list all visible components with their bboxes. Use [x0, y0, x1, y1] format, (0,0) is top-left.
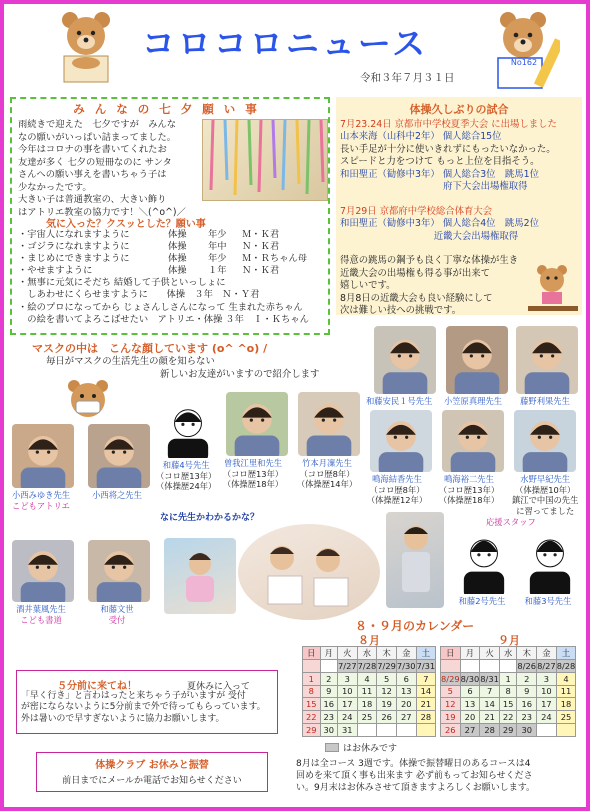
weekday-header: 日: [441, 647, 461, 660]
calendar-day: 23: [320, 711, 338, 724]
sep-label: ９月: [498, 634, 520, 647]
calendar-day: 1: [303, 672, 321, 685]
calendar-day: 29: [303, 723, 321, 736]
teacher-note: こどもアトリエ: [12, 500, 70, 511]
calendar-day: 19: [441, 711, 461, 724]
calendar-day: 3: [338, 672, 358, 685]
teacher-note: （コロ歴8年）: [369, 484, 425, 495]
calendar-day: 12: [377, 685, 397, 698]
late-heading: ５分前に来てね！: [57, 681, 137, 692]
wish-class: 体操: [168, 229, 187, 240]
calendar-day: 21: [416, 698, 436, 711]
gym-line: [340, 243, 578, 255]
wish-grade: 年少: [208, 229, 227, 240]
teacher-note: （体操歴14年）: [296, 479, 358, 489]
late-tail: 夏休みに入って: [187, 682, 251, 692]
teacher-portrait: [456, 524, 512, 594]
calendar-day: [357, 723, 377, 736]
bear-sign-illustration: [56, 8, 116, 88]
course-note: [296, 758, 580, 794]
calendar-day: 2: [517, 672, 537, 685]
gym-line: 7月29日 京都府中学校総合体育大会: [340, 205, 493, 217]
rest-body: 前日までにメールか電話でお知らせください: [62, 776, 242, 786]
late-line: が密にならないように5分前まで外で待ってもらっています。: [21, 702, 266, 713]
wish-row: [18, 265, 328, 277]
teacher-portrait: [88, 540, 150, 602]
teacher-note: （体操歴12年）: [366, 495, 428, 505]
wish-row: [18, 241, 328, 253]
calendar-day: 8/29: [441, 673, 460, 684]
tanabata-section: [10, 97, 330, 335]
wish-class: 体操: [168, 265, 187, 277]
note-line: 8月は全コース 3週です。体操で振替曜日のあるコースは4: [296, 759, 531, 769]
gymnast-boy-photo: [386, 512, 444, 608]
tanabata-line: 今年はコロナの事を書いてくれたお: [18, 144, 167, 155]
weekday-header: 日: [303, 647, 321, 660]
calendar-day: 25: [556, 711, 576, 724]
calendar-day: 5: [441, 685, 461, 698]
calendar-day: 11: [357, 685, 377, 698]
calendar-title: ８・９月のカレンダー: [355, 619, 475, 633]
teacher-note: （コロ歴8年）: [299, 468, 355, 479]
gym-line: スピードと力をつけて もっと上位を目指そう。: [340, 156, 540, 168]
gym-line: 山本来海（山科中2年） 個人総合15位: [340, 131, 502, 143]
teacher-note: （体操歴10年）: [515, 484, 576, 495]
tanabata-line: 雨続きで迎えた 七夕ですが みんな: [18, 119, 177, 130]
wish-row: [18, 253, 328, 265]
calendar-august: [302, 646, 436, 737]
calendar-day: 13: [460, 698, 480, 711]
calendar-day: 20: [460, 711, 480, 724]
wish-class: 体操: [168, 241, 187, 253]
calendar-day: 26: [377, 711, 397, 724]
teacher-note: こども書道: [20, 614, 62, 625]
teacher-name: 和藤2号先生: [458, 596, 506, 606]
absence-notice: [36, 752, 268, 792]
weekday-header: 金: [396, 647, 416, 660]
calendar-day: 17: [537, 698, 557, 711]
calendar-day: 22: [303, 711, 321, 724]
teacher-name: 鳴海結香先生: [372, 474, 422, 484]
calendar-day: 6: [460, 685, 480, 698]
holiday-swatch: [325, 743, 339, 752]
calendar-day: 24: [537, 711, 557, 724]
teacher-caption: [86, 490, 148, 501]
teacher-portrait: [88, 424, 150, 488]
wish-list: [18, 229, 328, 326]
calendar-day: 8/26: [517, 660, 537, 671]
calendar-day: 8/28: [556, 660, 576, 671]
weekday-header: 月: [460, 647, 480, 660]
teacher-name: 和藤文世: [100, 604, 134, 614]
wish-long: ・無事に元気にそだち 結婚して子供といっしょに: [18, 277, 226, 289]
weekday-header: 木: [517, 647, 537, 660]
calendar-day: 8: [303, 685, 321, 698]
calendar-day: 8/30: [460, 673, 480, 684]
newsletter-title: コロコロニュース: [141, 24, 429, 63]
children-certificates-photo: [238, 524, 380, 620]
gym-line: 長い手足が十分に使いきれずにもったいなかった。: [340, 143, 556, 155]
wish-long: の絵を書いてよろこばせたい アトリエ・体操 ３年 Ｉ・Ｋちゃん: [18, 313, 309, 325]
calendar-day: [377, 723, 397, 736]
teacher-caption: [454, 596, 510, 607]
weekday-header: 火: [480, 647, 500, 660]
calendar-day: [396, 723, 416, 736]
calendar-day: 7/29: [377, 660, 396, 671]
teacher-name: 和藤3号先生: [524, 596, 572, 606]
calendar-day: 3: [537, 672, 557, 685]
gym-line: 和田聖正（勧修中3年） 個人総合4位 跳馬2位: [340, 218, 540, 230]
wish-grade: 年少: [208, 253, 227, 265]
calendar-day: 17: [338, 698, 358, 711]
calendar-day: 27: [460, 723, 480, 736]
calendar-day: [303, 660, 321, 673]
tanabata-subheading: 気に入った？クスッとした？願い事: [46, 219, 206, 230]
gym-line: 得意の跳馬の鋼予も良く丁寧な体操が生き: [340, 255, 519, 267]
teacher-note: （コロ歴13年）: [156, 470, 217, 481]
tanabata-line: さんへの願い事えを書いちゃう子は: [18, 169, 167, 180]
wish-author: Ｎ・Ｋ君: [242, 265, 280, 277]
calendar-day: 2: [320, 672, 338, 685]
gym-line: 近畿大会出場権取得: [340, 230, 519, 242]
teacher-name: 藤野利果先生: [520, 396, 570, 406]
child-gym-photo: [164, 538, 236, 614]
wish-author: Ｍ・Ｋ君: [242, 229, 280, 240]
wish-text: ・ゴジラになれますように: [18, 241, 130, 253]
calendar-day: 11: [556, 685, 576, 698]
teacher-caption: [366, 396, 432, 407]
calendar-day: 14: [480, 698, 500, 711]
calendar-day: 27: [396, 711, 416, 724]
wish-row: [18, 229, 328, 241]
calendar-day: 10: [537, 685, 557, 698]
calendar-day: [460, 660, 480, 673]
wish-class: 体操: [168, 253, 187, 265]
calendar-day: 15: [303, 698, 321, 711]
guess-teacher-label: なに先生かわかるかな？: [160, 513, 260, 523]
tanabata-line: 大きい子は普通教室の、大きい飾り: [18, 194, 167, 205]
calendar-day: [556, 723, 576, 736]
calendar-day: 18: [357, 698, 377, 711]
calendar-day: 12: [441, 698, 461, 711]
tanabata-line: 友達が多く 七夕の短冊なのに サンタ: [18, 156, 172, 168]
teacher-name: 小西みゆき先生: [11, 490, 71, 500]
teacher-portrait: [12, 424, 74, 488]
teacher-note: に習ってました: [516, 505, 575, 516]
issue-number-badge: No162: [510, 58, 538, 67]
wish-text: ・やせますように: [18, 265, 93, 277]
calendar-day: 28: [480, 723, 500, 736]
teacher-note: 鎮江で中国の先生: [512, 495, 579, 505]
calendar-day: 18: [556, 698, 576, 711]
calendar-day: [416, 723, 436, 736]
late-line: 「早く行き」と言わはったと来ちゃう子がいますが 受付: [21, 691, 246, 701]
teacher-portrait: [514, 410, 576, 472]
weekday-header: 土: [556, 647, 576, 660]
masked-bear-icon: [62, 378, 114, 422]
teacher-portrait: [12, 540, 74, 602]
teacher-note: （体操歴18年）: [438, 495, 500, 505]
teacher-portrait: [226, 392, 288, 456]
calendar-day: 7/27: [338, 660, 357, 671]
teacher-caption: [222, 458, 284, 490]
calendar-day: 5: [377, 672, 397, 685]
teacher-caption: [438, 474, 500, 506]
calendar-day: 24: [338, 711, 358, 724]
gym-line: [340, 193, 578, 205]
tanabata-body: [18, 119, 198, 219]
teacher-name: 曽我江里和先生: [223, 458, 283, 468]
tanabata-line: なの願いがいっぱい詰まってました。: [18, 131, 177, 143]
teacher-caption: [10, 490, 72, 511]
calendar-day: 16: [320, 698, 338, 711]
late-line: 外は暑いので早すぎないように協力お願いします。: [21, 713, 225, 724]
teacher-name: 小西将之先生: [92, 490, 142, 500]
teacher-name: 小笠原真理先生: [443, 396, 503, 406]
calendar-day: 15: [499, 698, 517, 711]
gym-heading: 体操久しぶりの試合: [409, 103, 509, 116]
teacher-note: （体操歴24年）: [156, 481, 217, 491]
calendar-day: 30: [320, 723, 338, 736]
calendar-day: 7: [416, 672, 436, 685]
gym-line: 府下大会出場権取得: [340, 181, 528, 193]
calendar-legend: [325, 741, 397, 754]
note-line: い。9月末はお休みさせて頂きますよろしくお願いします。: [296, 783, 536, 793]
calendar-day: 13: [396, 685, 416, 698]
weekday-header: 木: [377, 647, 397, 660]
calendar-day: 21: [480, 711, 500, 724]
calendar-day: 14: [416, 685, 436, 698]
weekday-header: 土: [416, 647, 436, 660]
tanabata-heading: みんなの七夕願い事: [73, 102, 267, 116]
calendar-day: 7/28: [357, 660, 377, 671]
tanabata-line: 少なかったです。: [18, 181, 92, 193]
teacher-name: 竹本月凜先生: [302, 458, 352, 468]
wish-author: Ｎ・Ｋ君: [242, 241, 280, 253]
teacher-caption: [512, 474, 578, 516]
teacher-note: （コロ歴13年）: [438, 484, 500, 495]
gym-line: 嬉しいです。: [340, 280, 396, 292]
teacher-note: （コロ歴13年）: [222, 468, 284, 479]
teacher-note: 受付: [108, 614, 126, 625]
weekday-header: 月: [320, 647, 338, 660]
teacher-caption: [520, 596, 576, 607]
teacher-portrait: [298, 392, 360, 456]
issue-date: 令和３年７月３１日: [360, 72, 455, 84]
calendar-day: [441, 660, 461, 673]
teacher-note: （体操歴18年）: [222, 479, 284, 489]
calendar-day: 28: [416, 711, 436, 724]
calendar-september: [440, 646, 576, 737]
teacher-caption: [366, 474, 428, 506]
bear-notebook-illustration: [490, 8, 560, 93]
calendar-day: 31: [338, 723, 358, 736]
calendar-day: 25: [357, 711, 377, 724]
calendar-day: 23: [517, 711, 537, 724]
arrive-early-notice: [16, 670, 278, 734]
late-body: [21, 691, 277, 725]
calendar-day: 7/30: [396, 660, 416, 671]
calendar-day: [320, 660, 338, 673]
calendar-day: 9: [517, 685, 537, 698]
teacher-portrait: [374, 326, 436, 394]
tanabata-decorations-photo: [202, 119, 328, 201]
weekday-header: 火: [338, 647, 358, 660]
calendar-day: 30: [517, 723, 537, 736]
weekday-header: 水: [357, 647, 377, 660]
teacher-portrait: [522, 524, 578, 594]
calendar-day: [480, 660, 500, 673]
wish-text: ・宇宙人になれますように: [18, 229, 130, 240]
teacher-caption: [10, 604, 72, 625]
calendar-day: [537, 723, 557, 736]
calendar-day: 6: [396, 672, 416, 685]
teacher-portrait: [370, 410, 432, 472]
gym-line: 近畿大会の出場権も得る事が出来て: [340, 267, 491, 279]
legend-text: はお休みです: [343, 744, 398, 754]
tanabata-line: はアトリエ教室の協力です！＼(^o^)／: [18, 206, 186, 218]
calendar-day: 20: [396, 698, 416, 711]
wish-long: ・絵のプロになってから じょさんしさんになって 生まれた赤ちゃん: [18, 301, 303, 313]
calendar-day: 4: [357, 672, 377, 685]
wish-author: Ｍ・Ｒちゃん母: [242, 253, 308, 265]
weekday-header: 水: [499, 647, 517, 660]
calendar-day: 8/31: [480, 673, 499, 684]
mask-line-2: 新しいお友達がいますので紹介します: [160, 369, 320, 380]
teacher-name: 酒井葉風先生: [16, 604, 66, 614]
teacher-caption: [514, 396, 576, 407]
mask-line-1: 毎日がマスクの生活先生の顔を知らない: [46, 356, 215, 367]
calendar-day: 9: [320, 685, 338, 698]
teacher-portrait: [446, 326, 508, 394]
wish-grade: 年中: [208, 241, 227, 253]
calendar-day: 19: [377, 698, 397, 711]
teacher-caption: [156, 460, 216, 492]
calendar-day: 4: [556, 672, 576, 685]
calendar-day: 26: [441, 723, 461, 736]
calendar-day: [499, 660, 517, 673]
note-line: 回めを来て頂く事も出来ます 必ず前もってお知らせくださ: [296, 771, 533, 781]
teacher-portrait: [160, 398, 216, 458]
calendar-day: 16: [517, 698, 537, 711]
aug-label: ８月: [358, 634, 380, 647]
teacher-name: 和藤安民１号先生: [366, 396, 433, 406]
calendar-day: 1: [499, 672, 517, 685]
teacher-caption: [296, 458, 358, 490]
weekday-header: 金: [537, 647, 557, 660]
teacher-name: 鳴海裕二先生: [444, 474, 494, 484]
calendar-day: 8: [499, 685, 517, 698]
calendar-day: 7: [480, 685, 500, 698]
wish-grade: １年: [208, 265, 227, 277]
teacher-portrait: [516, 326, 578, 394]
mask-heading: マスクの中は こんな顔しています (o^ ^o) /: [32, 342, 268, 355]
calendar-day: 22: [499, 711, 517, 724]
calendar-day: 7/31: [416, 660, 436, 671]
gym-line: 和田聖正（勧修中3年） 個人総合3位 跳馬1位: [340, 168, 540, 180]
gym-line: 7月23.24日 京都市中学校夏季大会 に出場しました: [340, 119, 557, 130]
teacher-name: 和藤4号先生: [162, 460, 210, 470]
staff-label: 応援スタッフ: [486, 517, 536, 527]
calendar-day: 8/27: [537, 660, 556, 671]
rest-heading: 体操クラブ お休みと振替: [95, 760, 209, 771]
bear-gymnast-illustration: [528, 262, 578, 317]
teacher-caption: [442, 396, 504, 407]
teacher-name: 水野早紀先生: [520, 474, 571, 484]
calendar-day: 29: [499, 723, 517, 736]
gym-line: 次は難しい技への挑戦です。: [340, 305, 462, 317]
wish-long: しあわせにくらせますように 体操 ３年 Ｎ・Ｙ君: [18, 289, 260, 301]
wish-text: ・まじめにできますように: [18, 253, 130, 265]
calendar-day: 10: [338, 685, 358, 698]
teacher-caption: [86, 604, 148, 625]
gym-line: 8月8日の近畿大会も良い経験にして: [340, 292, 493, 304]
teacher-portrait: [442, 410, 504, 472]
